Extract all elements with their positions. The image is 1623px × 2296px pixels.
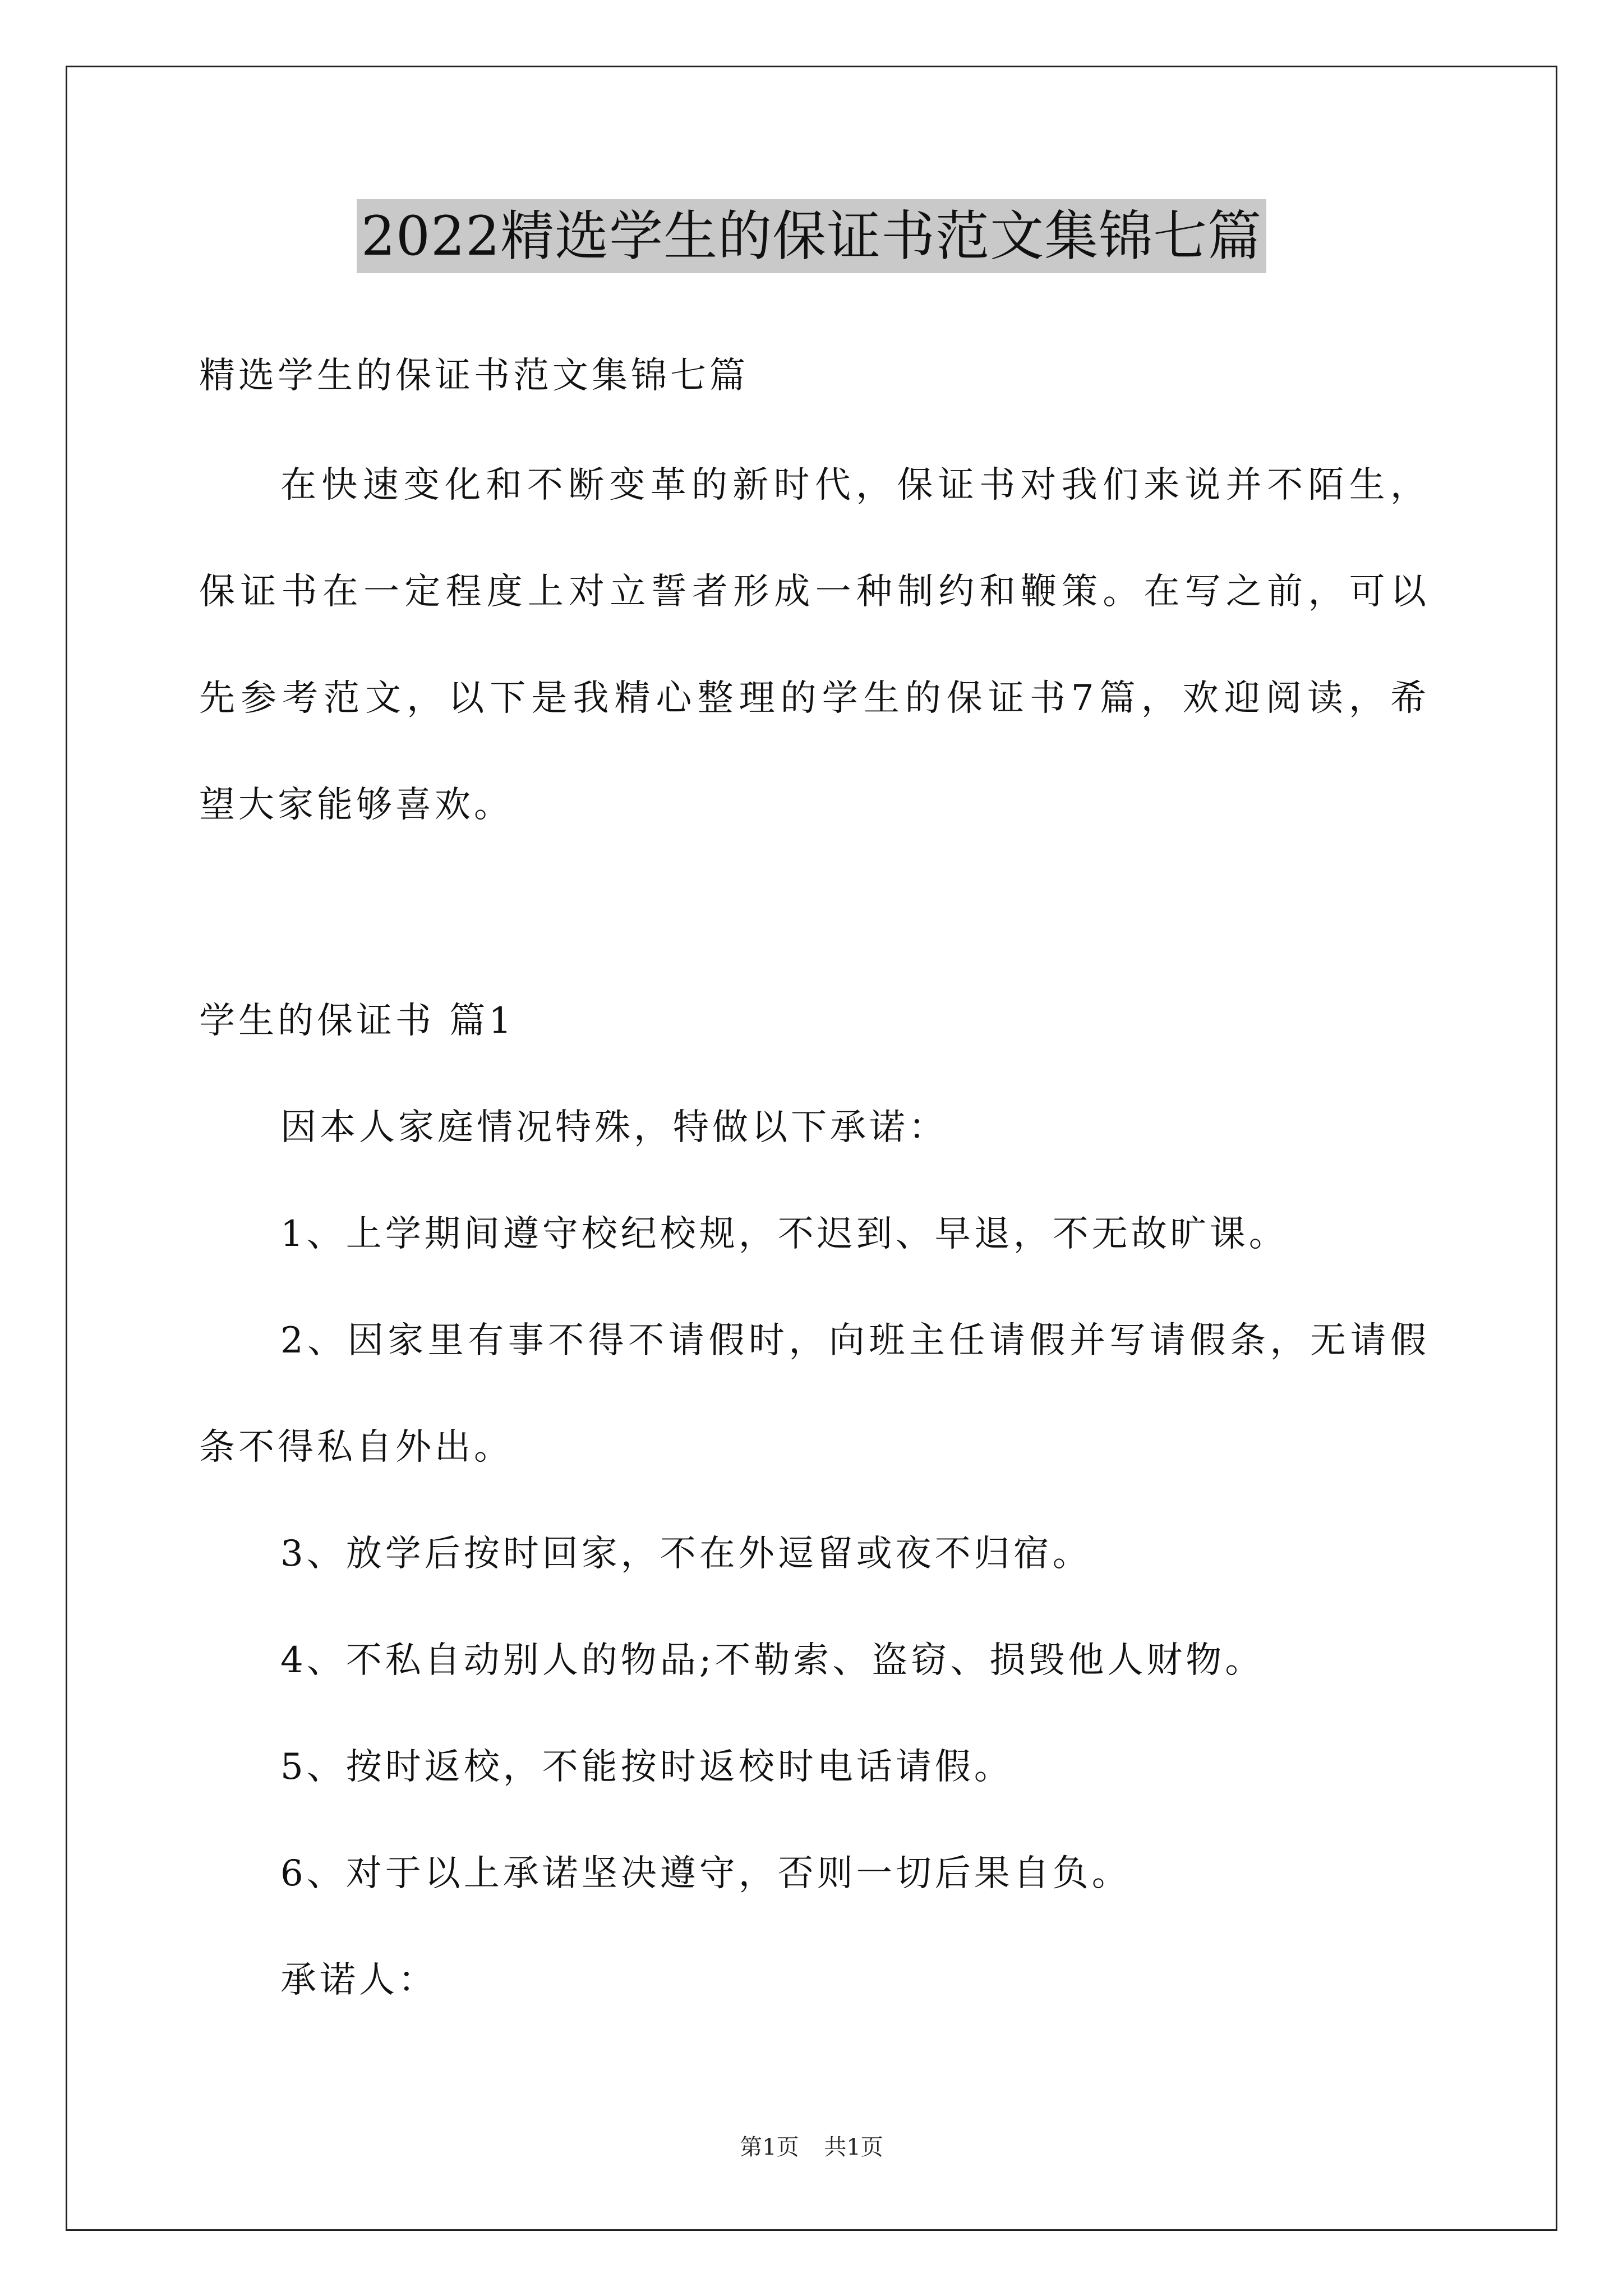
page-total: 共1页 [824,2134,883,2160]
body-line-8: 6、对于以上承诺坚决遵守，否则一切后果自负。 [280,1853,1131,1894]
document-subtitle: 精选学生的保证书范文集锦七篇 [199,355,749,397]
body-line-7: 5、按时返校，不能按时返校时电话请假。 [280,1746,1013,1788]
intro-line-1: 在快速变化和不断变革的新时代，保证书对我们来说并不陌生， [280,464,1427,506]
body-line-9: 承诺人： [280,1959,437,2001]
body-line-1: 因本人家庭情况特殊，特做以下承诺： [280,1107,948,1148]
section-heading: 学生的保证书 篇1 [199,1000,515,1042]
body-line-3: 2、因家里有事不得不请假时，向班主任请假并写请假条，无请假 [280,1320,1427,1361]
page-current: 第1页 [740,2134,799,2160]
intro-line-3: 先参考范文，以下是我精心整理的学生的保证书7篇，欢迎阅读，希 [199,678,1427,719]
body-line-6: 4、不私自动别人的物品;不勒索、盗窃、损毁他人财物。 [280,1640,1265,1681]
intro-line-2: 保证书在一定程度上对立誓者形成一种制约和鞭策。在写之前，可以 [199,571,1427,613]
intro-line-4: 望大家能够喜欢。 [199,784,513,826]
document-title: 2022精选学生的保证书范文集锦七篇 [357,199,1266,273]
page-footer [0,2132,1623,2163]
body-line-4: 条不得私自外出。 [199,1427,513,1468]
title-container [0,199,1623,273]
body-line-2: 1、上学期间遵守校纪校规，不迟到、早退，不无故旷课。 [280,1213,1288,1255]
body-line-5: 3、放学后按时回家，不在外逗留或夜不归宿。 [280,1533,1092,1575]
